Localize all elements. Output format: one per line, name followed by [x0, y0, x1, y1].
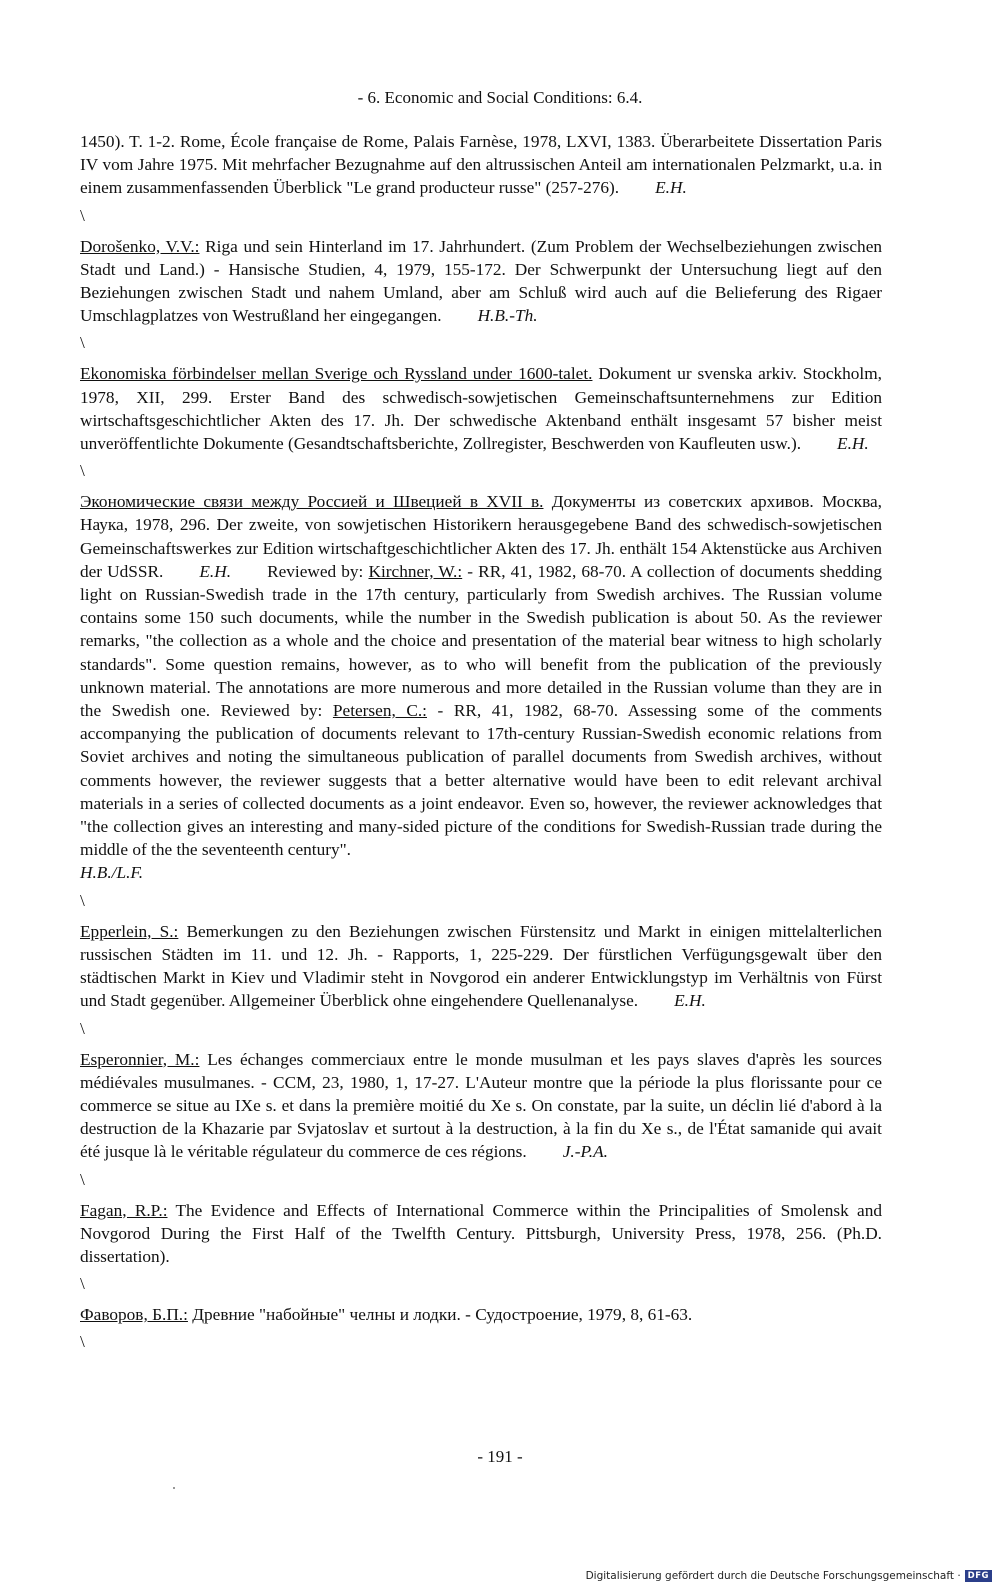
- entry-favorov: [80, 1303, 882, 1326]
- digitization-footer: [586, 1570, 992, 1582]
- entry-title: Экономические связи между Россией и Швецией в XVII в.: [80, 492, 544, 512]
- reviewed-by-label: Reviewed by:: [220, 701, 333, 721]
- entry-separator: \: [80, 461, 85, 481]
- bibliography-list: [80, 130, 882, 1361]
- reviewer-initials: H.B.-Th.: [477, 306, 538, 326]
- entry-epperlein: [80, 920, 882, 1013]
- entry-author: Fagan, R.P.:: [80, 1200, 168, 1220]
- entry-separator: \: [80, 1332, 85, 1352]
- reviewer-name: Petersen, C.:: [332, 701, 427, 721]
- entry-text: Riga und sein Hinterland im 17. Jahrhundert. (Zum Problem der Wechselbeziehungen zwischen Stadt und Land.) - Hansische Studien, 4, 1979, 155-172. Der Schwerpunkt der Untersuchung liegt auf den Beziehungen zwischen Stadt und nahem Umland, aber am Schluß wird auch auf die Belieferung des Rigaer Umschlagplatzes von Westrußland her eingegangen.: [80, 236, 883, 326]
- reviewer-initials: E.H.: [199, 561, 232, 581]
- dfg-logo-icon: DFG: [965, 1570, 992, 1582]
- entry-separator: \: [80, 1274, 85, 1294]
- entry-text: Les échanges commerciaux entre le monde musulman et les pays slaves d'après les sources médiévales musulmanes. - CCM, 23, 1980, 1, 17-27. L'Auteur montre que la période la plus florissante pour ce commerce se situe au IXe s. et dans la première moitié du Xe s. On constate, par la suite, un déclin lié d'abord à la destruction de la Khazarie par Svjatoslav et surtout à la destruction, à la fin du Xe s., de l'État samanide qui avait été jusque là le véritable régulateur du commerce de ces régions.: [80, 1049, 883, 1162]
- reviewer-initials: E.H.: [837, 434, 869, 454]
- entry-text: Документы из советских архивов. Москва, Наука, 1978, 296. Der zweite, von sowjetischen Historikern herausgegebene Band des schwedisch-sowjetischen Gemeinschaftswerkes zur Edition wirtschaftgeschichtlicher Akten des 17. Jh. enthält 154 Aktenstücke aus Archiven der UdSSR.: [80, 492, 882, 581]
- entry-esperonnier: [80, 1048, 882, 1164]
- footer-text: Digitalisierung gefördert durch die Deutsche Forschungsgemeinschaft ·: [585, 1570, 961, 1582]
- entry-text: Древние "набойные" челны и лодки. - Судостроение, 1979, 8, 61-63.: [187, 1305, 693, 1325]
- entry-ekonomiska: [80, 362, 882, 455]
- entry-continuation: [80, 130, 882, 200]
- entry-separator: \: [80, 205, 85, 225]
- entry-author: Epperlein, S.:: [80, 921, 179, 941]
- entry-text: 1450). T. 1-2. Rome, École française de Rome, Palais Farnèse, 1978, LXVI, 1383. Überarbeitete Dissertation Paris IV vom Jahre 1975. Mit mehrfacher Bezugnahme auf den altrussischen Anteil am internationalen Pelzmarkt, u.a. in einem zusammenfassenden Überblick "Le grand producteur russe" (257-276).: [80, 132, 882, 198]
- running-header: - 6. Economic and Social Conditions: 6.4.: [357, 88, 643, 107]
- entry-author: Dorošenko, V.V.:: [80, 236, 200, 256]
- entry-separator: \: [80, 1169, 85, 1189]
- reviewer-initials: H.B./L.F.: [80, 863, 144, 883]
- page-number: - 191 -: [477, 1447, 523, 1466]
- entry-separator: \: [80, 333, 85, 353]
- scan-speck: [173, 1487, 175, 1489]
- entry-text: The Evidence and Effects of International Commerce within the Principalities of Smolensk and Novgorod During the First Half of the Twelfth Century. Pittsburgh, University Press, 1978, 256. (Ph.D. dissertation).: [80, 1200, 882, 1266]
- reviewer-initials: E.H.: [674, 991, 706, 1011]
- entry-author: Фаворов, Б.П.:: [80, 1305, 188, 1325]
- entry-text: Bemerkungen zu den Beziehungen zwischen Fürstensitz und Markt in einigen mittelalterlichen russischen Städten im 11. und 12. Jh. - Rapports, 1, 225-229. Der fürstlichen Verfügungsgewalt über den städtischen Markt in Kiev und Vladimir steht in Novgorod ein anderer Entwicklungstyp im Verhältnis von Fürst und Stadt gegenüber. Allgemeiner Überblick ohne eingehendere Quellenanalyse.: [80, 921, 882, 1011]
- reviewer-initials: J.-P.A.: [562, 1142, 608, 1162]
- entry-ekonomicheskie: [80, 490, 882, 884]
- entry-author: Esperonnier, M.:: [80, 1049, 200, 1069]
- entry-separator: \: [80, 890, 85, 910]
- reviewer-name: Kirchner, W.:: [368, 561, 463, 581]
- review-text: - RR, 41, 1982, 68-70. Assessing some of the comments accompanying the publication of documents relevant to 17th-century Russian-Swedish economic relations from Soviet archives and noting the simultaneous publication of parallel documents from Swedish archives, without comments however, the reviewer suggests that a better alternative would have been to edit relevant archival materials in a series of collected documents as a joint endeavor. Even so, however, the reviewer acknowledges that "the collection gives an interesting and many-sided picture of the conditions for Swedish-Russian trade during the middle of the the seventeenth century".: [80, 701, 882, 860]
- reviewer-initials: E.H.: [655, 178, 687, 198]
- review-text: - RR, 41, 1982, 68-70. A collection of documents shedding light on Russian-Swedish trade in the 17th century, particularly from Swedish archives. The Russian volume contains some 150 such documents, while the number in the Swedish publication is about 50. As the reviewer remarks, "the collection as a whole and the choice and presentation of the material bear witness to high scholarly standards". Some question remains, however, as to who will benefit from the publication of the previously unknown material. The annotations are more numerous and more detailed in the Russian volume than they are in the Swedish one.: [80, 561, 882, 721]
- entry-dorosenko: [80, 235, 882, 328]
- entry-text: Dokument ur svenska arkiv. Stockholm, 1978, XII, 299. Erster Band des schwedisch-sowjetischen Gemeinschaftsunternehmens zur Edition wirtschaftsgeschichtlicher Akten des 17. Jh. Der schwedische Aktenband enthält insgesamt 57 bisher meist unveröffentlichte Dokumente (Gesandtschaftsberichte, Zollregister, Beschwerden von Kaufleuten usw.).: [80, 364, 882, 454]
- entry-title: Ekonomiska förbindelser mellan Sverige och Ryssland under 1600-talet.: [80, 364, 593, 384]
- reviewed-by-label: Reviewed by:: [267, 561, 369, 581]
- entry-fagan: [80, 1199, 882, 1269]
- entry-separator: \: [80, 1018, 85, 1038]
